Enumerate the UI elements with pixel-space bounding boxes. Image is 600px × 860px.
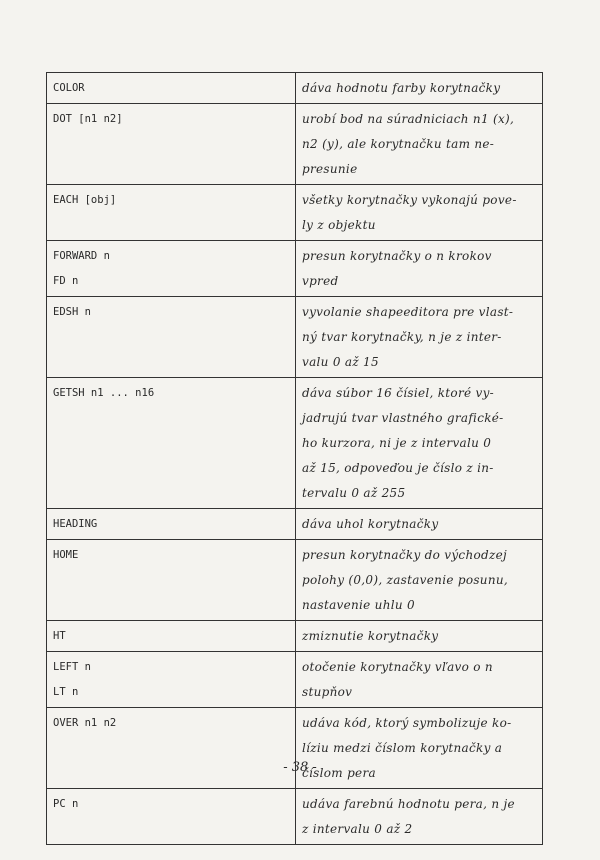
- description-cell: [296, 185, 543, 241]
- description-cell: [296, 540, 543, 621]
- description-text: valu 0 až 15: [302, 355, 379, 369]
- description-text: vpred: [302, 274, 339, 288]
- command-cell: [47, 185, 296, 241]
- description-text: n2 (y), ale korytnačku tam ne-: [302, 137, 495, 151]
- table-row: [47, 540, 543, 621]
- page-number: - 38 -: [283, 760, 317, 775]
- description-text: tervalu 0 až 255: [302, 486, 406, 500]
- description-text: číslom pera: [302, 766, 376, 780]
- description-text: líziu medzi číslom korytnačky a: [302, 741, 503, 755]
- table-row: [47, 789, 543, 845]
- command-text: LEFT n: [53, 661, 91, 673]
- command-text: FD n: [53, 275, 79, 287]
- description-cell: [296, 509, 543, 540]
- description-cell: [296, 378, 543, 509]
- description-cell: [296, 297, 543, 378]
- description-text: jadrujú tvar vlastného grafické-: [302, 411, 504, 425]
- description-text: presun korytnačky do východzej: [302, 548, 508, 562]
- table-row: [47, 104, 543, 185]
- description-text: dáva súbor 16 čísiel, ktoré vy-: [302, 386, 495, 400]
- description-text: zmiznutie korytnačky: [302, 629, 439, 643]
- description-text: z intervalu 0 až 2: [302, 822, 413, 836]
- description-cell: [296, 621, 543, 652]
- command-cell: [47, 540, 296, 621]
- command-text: DOT [n1 n2]: [53, 113, 123, 125]
- description-cell: [296, 652, 543, 708]
- description-text: presun korytnačky o n krokov: [302, 249, 492, 263]
- table-row: [47, 297, 543, 378]
- table-row: [47, 652, 543, 708]
- command-table: [46, 72, 543, 845]
- description-text: dáva hodnotu farby korytnačky: [302, 81, 501, 95]
- command-text: EACH [obj]: [53, 194, 117, 206]
- description-text: otočenie korytnačky vľavo o n: [302, 660, 493, 674]
- command-cell: [47, 509, 296, 540]
- command-cell: [47, 241, 296, 297]
- command-cell: [47, 652, 296, 708]
- command-cell: [47, 621, 296, 652]
- description-text: udáva kód, ktorý symbolizuje ko-: [302, 716, 512, 730]
- command-text: HT: [53, 630, 66, 642]
- command-text: FORWARD n: [53, 250, 110, 262]
- command-text: PC n: [53, 798, 79, 810]
- command-cell: [47, 378, 296, 509]
- command-text: LT n: [53, 686, 79, 698]
- command-text: COLOR: [53, 82, 85, 94]
- command-text: GETSH n1 ... n16: [53, 387, 155, 399]
- command-cell: [47, 789, 296, 845]
- description-cell: [296, 104, 543, 185]
- description-text: dáva uhol korytnačky: [302, 517, 439, 531]
- description-text: presunie: [302, 162, 358, 176]
- description-cell: [296, 708, 543, 789]
- description-text: udáva farebnú hodnotu pera, n je: [302, 797, 515, 811]
- table-row: [47, 185, 543, 241]
- table-row: [47, 241, 543, 297]
- command-text: EDSH n: [53, 306, 91, 318]
- command-text: OVER n1 n2: [53, 717, 117, 729]
- description-text: stupňov: [302, 685, 353, 699]
- command-cell: [47, 73, 296, 104]
- command-cell: [47, 708, 296, 789]
- description-text: ný tvar korytnačky, n je z inter-: [302, 330, 502, 344]
- command-text: HEADING: [53, 518, 98, 530]
- table-row: [47, 509, 543, 540]
- description-cell: [296, 789, 543, 845]
- description-text: všetky korytnačky vykonajú pove-: [302, 193, 517, 207]
- command-text: HOME: [53, 549, 79, 561]
- description-text: nastavenie uhlu 0: [302, 598, 415, 612]
- description-text: polohy (0,0), zastavenie posunu,: [302, 573, 509, 587]
- table-row: [47, 708, 543, 789]
- description-cell: [296, 73, 543, 104]
- table-row: [47, 73, 543, 104]
- command-cell: [47, 297, 296, 378]
- table-row: [47, 378, 543, 509]
- table-row: [47, 621, 543, 652]
- description-text: ho kurzora, ni je z intervalu 0: [302, 436, 492, 450]
- description-text: urobí bod na súradniciach n1 (x),: [302, 112, 515, 126]
- description-text: vyvolanie shapeeditora pre vlast-: [302, 305, 514, 319]
- description-text: ly z objektu: [302, 218, 376, 232]
- command-cell: [47, 104, 296, 185]
- description-text: až 15, odpoveďou je číslo z in-: [302, 461, 494, 475]
- description-cell: [296, 241, 543, 297]
